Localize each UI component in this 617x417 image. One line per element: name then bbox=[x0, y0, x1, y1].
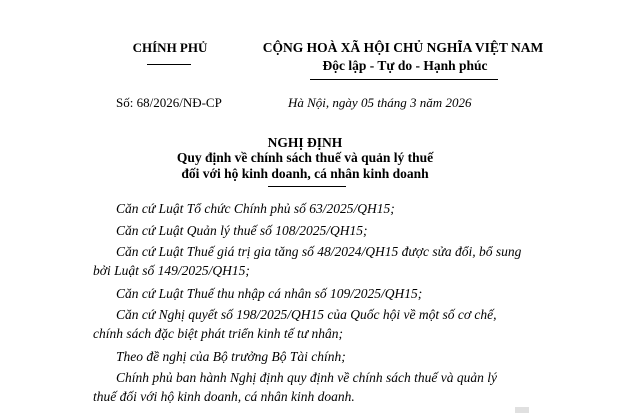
document-subtitle-line-2: đối với hộ kinh doanh, cá nhân kinh doanh bbox=[181, 166, 429, 181]
national-title: CỘNG HOÀ XÃ HỘI CHỦ NGHĨA VIỆT NAM bbox=[262, 40, 544, 55]
place-and-date: Hà Nội, ngày 05 tháng 3 năm 2026 bbox=[288, 95, 472, 110]
legal-basis-2: Căn cứ Luật Quản lý thuế số 108/2025/QH15; bbox=[116, 223, 368, 238]
motto-underline bbox=[310, 79, 498, 80]
legal-basis-3-line-2: bởi Luật số 149/2025/QH15; bbox=[93, 263, 250, 278]
legal-basis-5-line-2: chính sách đặc biệt phát triển kinh tế tư nhân; bbox=[93, 326, 343, 341]
legal-basis-4: Căn cứ Luật Thuế thu nhập cá nhân số 109/2025/QH15; bbox=[116, 286, 423, 301]
enactment-statement-line-1: Chính phủ ban hành Nghị định quy định về chính sách thuế và quản lý bbox=[116, 370, 497, 385]
national-motto: Độc lập - Tự do - Hạnh phúc bbox=[322, 58, 488, 73]
document-type: NGHỊ ĐỊNH bbox=[267, 135, 343, 150]
legal-basis-5-line-1: Căn cứ Nghị quyết số 198/2025/QH15 của Quốc hội về một số cơ chế, bbox=[116, 307, 497, 322]
issuer-name: CHÍNH PHỦ bbox=[132, 40, 208, 55]
enactment-statement-line-2: thuế đối với hộ kinh doanh, cá nhân kinh doanh. bbox=[93, 389, 355, 404]
legal-basis-3-line-1: Căn cứ Luật Thuế giá trị gia tăng số 48/2024/QH15 được sửa đổi, bổ sung bbox=[116, 244, 522, 259]
legal-basis-1: Căn cứ Luật Tổ chức Chính phủ số 63/2025/QH15; bbox=[116, 201, 395, 216]
proposal-statement: Theo đề nghị của Bộ trưởng Bộ Tài chính; bbox=[116, 349, 346, 364]
page-corner-mark bbox=[515, 407, 529, 413]
document-subtitle-line-1: Quy định về chính sách thuế và quản lý thuế bbox=[176, 150, 434, 165]
document-number: Số: 68/2026/NĐ-CP bbox=[116, 95, 222, 110]
issuer-underline bbox=[147, 64, 191, 65]
title-underline bbox=[268, 186, 346, 187]
